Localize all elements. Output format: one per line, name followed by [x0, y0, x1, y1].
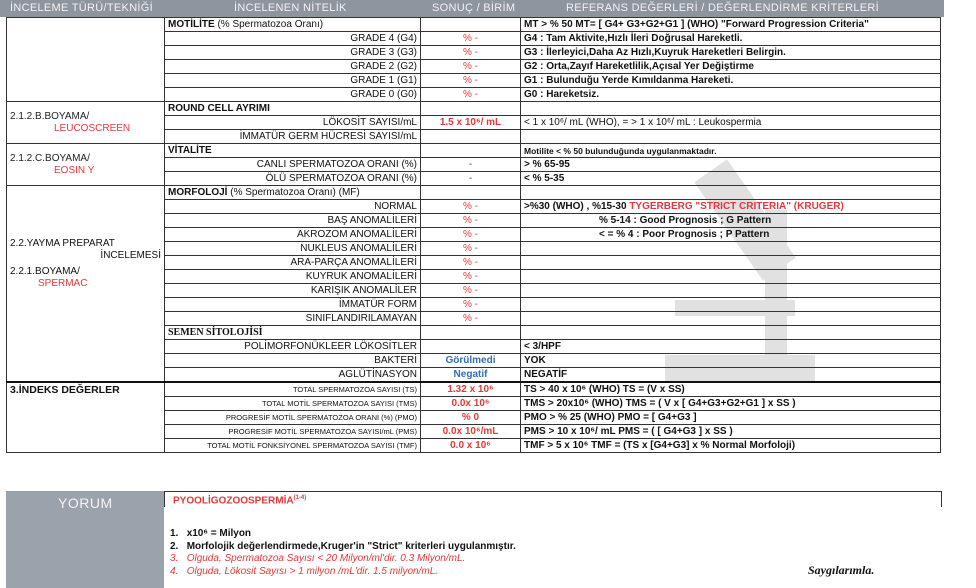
- note-item: 1. x10⁶ = Milyon: [170, 528, 252, 539]
- agglutination-ref: NEGATİF: [521, 368, 941, 383]
- grade-ref: G4 : Tam Aktivite,Hızlı İleri Doğrusal Hareketli.: [521, 32, 941, 46]
- index-ref: PMS > 10 x 10⁶/ mL PMS = ( [ G4+G3 ] x SS ): [521, 425, 941, 439]
- morph-name: KUYRUK ANOMALİLERİ: [165, 270, 421, 284]
- grade-ref: G2 : Orta,Zayıf Hareketlilik,Açısal Yer Değiştirme: [521, 60, 941, 74]
- agglutination-name: AGLÜTİNASYON: [165, 368, 421, 383]
- roundcell-title: ROUND CELL AYRIMI: [165, 102, 421, 116]
- cat-vitalite-stain: EOSIN Y: [54, 164, 95, 176]
- index-ref: TMF > 5 x 10⁶ TMF = (TS x [G4+G3] x % Normal Morfoloji): [521, 439, 941, 453]
- header-col-technique: İNCELEME TÜRÜ/TEKNİĞİ: [10, 2, 154, 14]
- leukocyte-count-value: 1.5 x 10⁶/ mL: [421, 116, 521, 130]
- yorum-label: YORUM: [58, 495, 113, 511]
- morph-value: % -: [421, 200, 521, 214]
- cat-morfoloji-line2: İNCELEMESİ: [100, 250, 161, 261]
- grade-value: % -: [421, 60, 521, 74]
- report-table: [6, 17, 941, 453]
- morph-name: AKROZOM ANOMALİLERİ: [165, 228, 421, 242]
- morph-name: NUKLEUS ANOMALİLERİ: [165, 242, 421, 256]
- morph-value: % -: [421, 214, 521, 228]
- live-sperm-value: -: [421, 158, 521, 172]
- note-item: 3. Olguda, Spermatozoa Sayısı < 20 Milyon/ml'dir. 0.3 Milyon/mL.: [170, 553, 466, 564]
- cat-vitalite-label: 2.1.2.C.BOYAMA/: [10, 152, 90, 164]
- morph-ref-who: >%30 (WHO) , %15-30: [524, 200, 630, 212]
- dead-sperm-ref: < % 5-35: [521, 172, 941, 186]
- morfoloji-title: MORFOLOJİ: [168, 186, 228, 198]
- index-name: TOTAL SPERMATOZOA SAYISI (TS): [165, 382, 421, 397]
- table-header: [0, 0, 944, 17]
- header-col-attribute: İNCELENEN NİTELİK: [234, 2, 347, 14]
- grade-value: % -: [421, 32, 521, 46]
- morph-name: KARIŞIK ANOMALİLER: [165, 284, 421, 298]
- vitalite-title: VİTALİTE: [165, 144, 421, 158]
- cat-roundcell-label: 2.1.2.B.BOYAMA/: [10, 110, 90, 122]
- bacteria-ref: YOK: [521, 354, 941, 368]
- cat-motilite: [7, 18, 165, 102]
- pmn-ref: < 3/HPF: [521, 340, 941, 354]
- leukocyte-count-name: LÖKOSİT SAYISI/mL: [165, 116, 421, 130]
- morph-name: ARA-PARÇA ANOMALİLERİ: [165, 256, 421, 270]
- pmn-name: POLİMORFONÜKLEER LÖKOSİTLER: [165, 340, 421, 354]
- agglutination-value: Negatif: [421, 368, 521, 383]
- sitoloji-title: SEMEN SİTOLOJİSİ: [165, 326, 421, 340]
- index-value: 1.32 x 10⁶: [421, 382, 521, 397]
- header-col-reference: REFERANS DEĞERLERİ / DEĞERLENDİRME KRİTERLERİ: [566, 2, 880, 14]
- motilite-value: [421, 18, 521, 32]
- index-value: 0.0x 10⁶: [421, 397, 521, 411]
- note-item: 2. Morfolojik değerlendirmede,Kruger'in "Strict" kriterleri uygulanmıştır.: [170, 540, 516, 552]
- morph-value: % -: [421, 284, 521, 298]
- grade-value: % -: [421, 88, 521, 102]
- cat-morfoloji-line3: 2.2.1.BOYAMA/: [10, 266, 80, 277]
- grade-name: GRADE 4 (G4): [165, 32, 421, 46]
- dead-sperm-value: -: [421, 172, 521, 186]
- morph-ref-kruger: TYGERBERG "STRICT CRITERIA" (KRUGER): [629, 200, 844, 212]
- morph-name: NORMAL: [165, 200, 421, 214]
- immature-germ-name: İMMATÜR GERM HÜCRESİ SAYISI/mL: [165, 130, 421, 144]
- bacteria-value: Görülmedi: [421, 354, 521, 368]
- index-value: 0.0 x 10⁶: [421, 439, 521, 453]
- grade-ref: G0 : Hareketsiz.: [521, 88, 941, 102]
- grade-name: GRADE 3 (G3): [165, 46, 421, 60]
- morph-value: % -: [421, 256, 521, 270]
- index-ref: TS > 40 x 10⁶ (WHO) TS = (V x SS): [521, 382, 941, 397]
- morph-value: % -: [421, 312, 521, 326]
- dead-sperm-name: ÖLÜ SPERMATOZOA ORANI (%): [165, 172, 421, 186]
- grade-value: % -: [421, 74, 521, 88]
- cat-morfoloji-line1: 2.2.YAYMA PREPARAT: [10, 238, 115, 249]
- index-name: PROGRESİF MOTİL SPERMATOZOA SAYISI/mL (PMS): [165, 425, 421, 439]
- morph-value: % -: [421, 228, 521, 242]
- grade-name: GRADE 0 (G0): [165, 88, 421, 102]
- pmn-value: [421, 340, 521, 354]
- index-value: % 0: [421, 411, 521, 425]
- signature: Saygılarımla.: [808, 563, 875, 577]
- cat-roundcell: [7, 102, 165, 144]
- index-ref: PMO > % 25 (WHO) PMO = [ G4+G3 ]: [521, 411, 941, 425]
- grade-value: % -: [421, 46, 521, 60]
- bacteria-name: BAKTERİ: [165, 354, 421, 368]
- vitalite-note: Motilite < % 50 bulunduğunda uygulanmaktadır.: [521, 144, 941, 158]
- motilite-ref: MT > % 50 MT= [ G4+ G3+G2+G1 ] (WHO) "Forward Progression Criteria": [521, 18, 941, 32]
- morph-name: SINIFLANDIRILAMAYAN: [165, 312, 421, 326]
- index-ref: TMS > 20x10⁶ (WHO) TMS = ( V x [ G4+G3+G2+G1 ] x SS ): [521, 397, 941, 411]
- morph-ref-good: % 5-14 : Good Prognosis ; G Pattern: [521, 214, 941, 228]
- note-item: 4. Olguda, Lökosit Sayısı > 1 milyon /mL'dir. 1.5 milyon/mL.: [170, 565, 439, 577]
- cat-indeks: 3.İNDEKS DEĞERLER: [7, 382, 165, 453]
- live-sperm-ref: > % 65-95: [521, 158, 941, 172]
- morph-name: BAŞ ANOMALİLERİ: [165, 214, 421, 228]
- motilite-title: MOTİLİTE: [168, 18, 215, 30]
- motilite-subtitle: (% Spermatozoa Oranı): [217, 18, 324, 30]
- diagnosis-text: PYOOLİGOZOOSPERMİA: [173, 495, 294, 507]
- grade-name: GRADE 2 (G2): [165, 60, 421, 74]
- diagnosis-ref: (1-4): [293, 495, 307, 501]
- cat-vitalite: [7, 144, 165, 186]
- grade-ref: G3 : İlerleyici,Daha Az Hızlı,Kuyruk Hareketleri Belirgin.: [521, 46, 941, 60]
- morfoloji-subtitle: (% Spermatozoa Oranı) (MF): [230, 186, 360, 198]
- morph-value: % -: [421, 298, 521, 312]
- header-col-result: SONUÇ / BİRİM: [432, 2, 516, 14]
- notes-list: [170, 528, 516, 578]
- cat-morfoloji: [7, 186, 165, 383]
- index-name: PROGRESİF MOTİL SPERMATOZOA ORANI (%) (PMO): [165, 411, 421, 425]
- cat-morfoloji-stain: SPERMAC: [38, 278, 88, 289]
- morph-value: % -: [421, 242, 521, 256]
- morph-ref-poor: < = % 4 : Poor Prognosis ; P Pattern: [521, 228, 941, 242]
- index-value: 0.0x 10⁶/mL: [421, 425, 521, 439]
- diagnosis: [173, 495, 306, 506]
- immature-germ-value: [421, 130, 521, 144]
- yorum-panel: [6, 491, 164, 588]
- morph-value: % -: [421, 270, 521, 284]
- grade-name: GRADE 1 (G1): [165, 74, 421, 88]
- immature-germ-ref: [521, 130, 941, 144]
- index-name: TOTAL MOTİL FONKSİYONEL SPERMATOZOA SAYISI (TMF): [165, 439, 421, 453]
- grade-ref: G1 : Bulunduğu Yerde Kımıldanma Hareketi.: [521, 74, 941, 88]
- morph-name: İMMATÜR FORM: [165, 298, 421, 312]
- leukocyte-count-ref: < 1 x 10⁶/ mL (WHO), = > 1 x 10⁶/ mL : Leukospermia: [521, 116, 941, 130]
- cat-roundcell-stain: LEUCOSCREEN: [54, 122, 131, 134]
- live-sperm-name: CANLI SPERMATOZOA ORANI (%): [165, 158, 421, 172]
- index-name: TOTAL MOTİL SPERMATOZOA SAYISI (TMS): [165, 397, 421, 411]
